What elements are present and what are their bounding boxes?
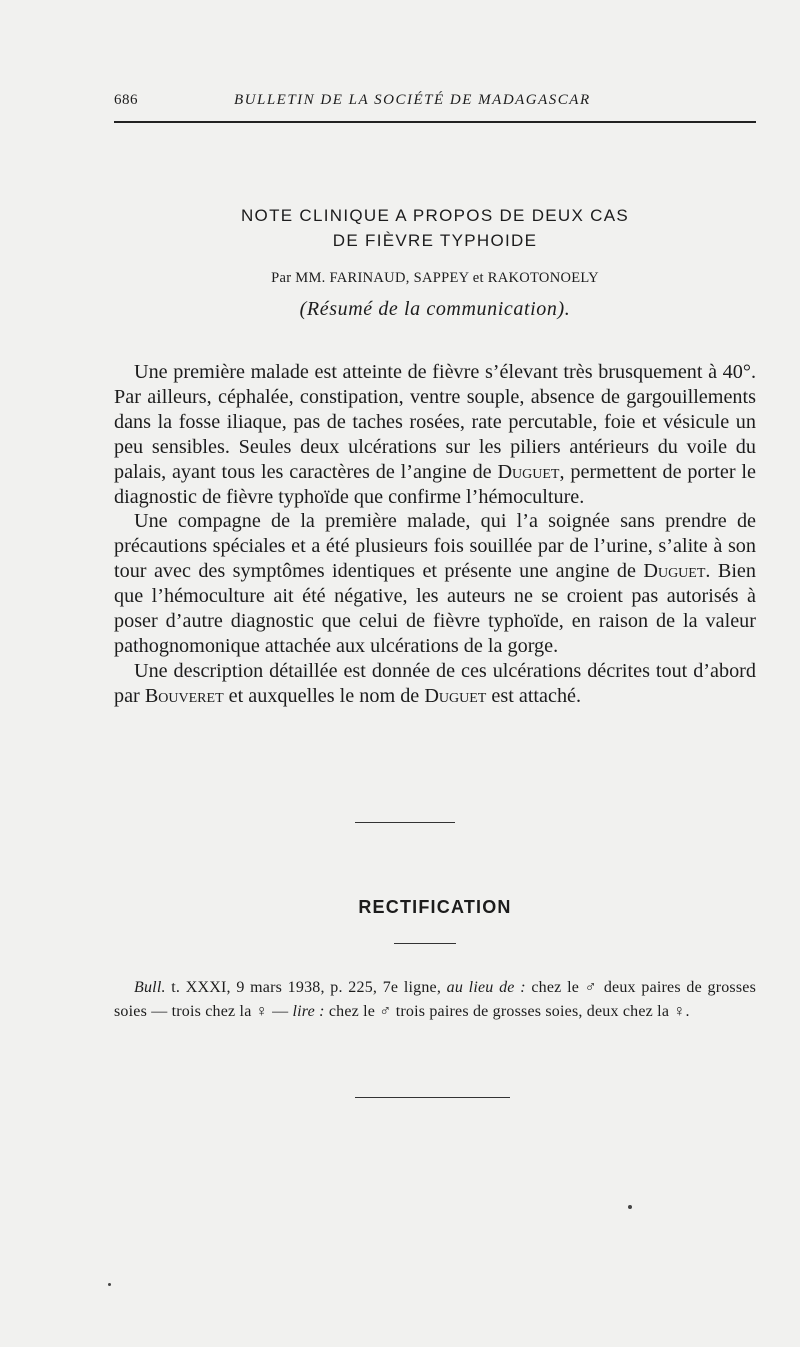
- article-body: [114, 360, 756, 709]
- bull-abbrev: Bull.: [134, 979, 166, 996]
- ink-speck: [108, 1283, 111, 1286]
- article-title-line-1: NOTE CLINIQUE A PROPOS DE DEUX CAS: [240, 206, 630, 225]
- ink-speck: [628, 1205, 632, 1209]
- rectification-body: [114, 976, 756, 1023]
- page-number: 686: [114, 92, 138, 108]
- article-resume-note: (Résumé de la communication).: [299, 298, 571, 320]
- paragraph-1: Une première malade est atteinte de fièvre s’élevant très brusquement à 40°. Par ailleurs, céphalée, constipation, ventre souple, absence de gargouillements dans la fosse iliaque, pas de taches rosées, rate percutable, foie et vésicule un peu sensibles. Seules deux ulcérations sur les piliers antérieurs du voile du palais, ayant tous les caractères de l’angine de Duguet, permettent de porter le diagnostic de fièvre typhoïde que confirme l’hémoculture.: [114, 361, 756, 508]
- paragraph-3: Une description détaillée est donnée de ces ulcérations décrites tout d’abord par Bouveret et auxquelles le nom de Duguet est attaché.: [114, 659, 756, 707]
- article-title: [114, 203, 756, 253]
- author-name-duguet: Duguet: [497, 460, 560, 483]
- author-name-bouveret: Bouveret: [144, 684, 224, 707]
- header-rule: [114, 121, 756, 123]
- rectification-paragraph: Bull. t. XXXI, 9 mars 1938, p. 225, 7e ligne, au lieu de : chez le ♂ deux paires de grosses soies — trois chez la ♀ — lire : chez le ♂ trois paires de grosses soies, deux chez la ♀.: [114, 979, 757, 1020]
- author-name-duguet: Duguet: [643, 560, 706, 583]
- running-head: [114, 92, 755, 114]
- author-name-duguet: Duguet: [424, 684, 487, 707]
- rectification-title: RECTIFICATION: [358, 897, 512, 917]
- title-underline: [394, 943, 456, 944]
- article-title-line-2: DE FIÈVRE TYPHOIDE: [332, 231, 538, 250]
- paragraph-2: Une compagne de la première malade, qui l’a soignée sans prendre de précautions spéciales et a été plusieurs fois souillée par de l’urine, s’alite à son tour avec des symptômes identiques et présente une angine de Duguet. Bien que l’hémoculture ait été négative, les auteurs ne se croient pas autorisés à poser d’autre diagnostic que celui de fièvre typhoïde, en raison de la valeur pathognomonique attachée aux ulcérations de la gorge.: [114, 510, 756, 657]
- lire-label: lire :: [292, 1002, 325, 1020]
- journal-title: BULLETIN DE LA SOCIÉTÉ DE MADAGASCAR: [234, 92, 591, 108]
- au-lieu-de: au lieu de :: [446, 979, 526, 996]
- closing-divider: [355, 1097, 510, 1098]
- section-divider: [355, 822, 455, 823]
- article-authors: Par MM. FARINAUD, SAPPEY et RAKOTONOELY: [271, 270, 599, 286]
